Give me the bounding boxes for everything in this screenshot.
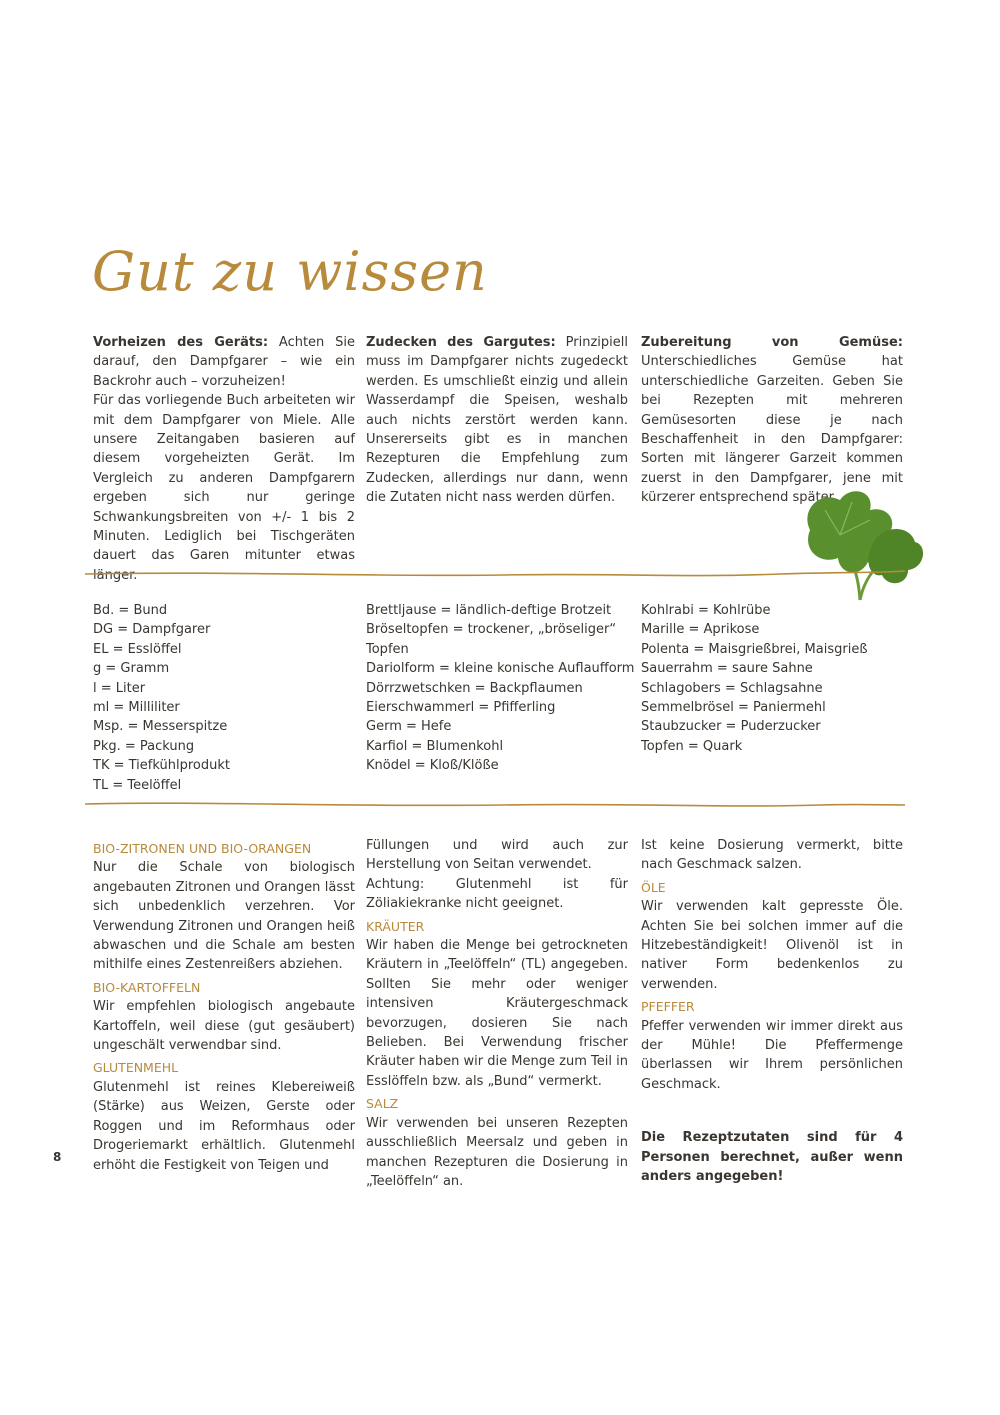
info-column [93, 836, 355, 1175]
list-item: Staubzucker = Puderzucker [641, 719, 821, 735]
list-item: EL = Esslöffel [93, 641, 182, 657]
glossary-list [641, 601, 903, 756]
list-item: Topfen = Quark [641, 738, 743, 754]
tip-heading: Vorheizen des Geräts: [93, 335, 269, 350]
list-item: Sauerrahm = saure Sahne [641, 661, 813, 677]
list-item: Semmelbrösel = Paniermehl [641, 700, 826, 716]
list-item: Eierschwammerl = Pfifferling [366, 700, 556, 716]
tip-heading: Zubereitung von Gemüse: [641, 335, 903, 350]
list-item: l = Liter [93, 680, 146, 696]
section-text: Wir haben die Menge bei getrockneten Kräutern in „Teelöffeln“ (TL) angegeben. Sollten Sie mehr oder weniger intensiven Kräutergeschmack bevorzugen, dosieren Sie nach Belieben. Bei Verwendung frischer Kräuter haben wir die Menge zum Teil in Esslöffeln bzw. als „Bund“ vermerkt. [366, 938, 628, 1089]
section-text: Glutenmehl ist reines Klebereiweiß (Stärke) aus Weizen, Gerste oder Roggen und im Reformhaus oder Drogeriemarkt erhältlich. Glutenmehl erhöht die Festigkeit von Teigen und [93, 1079, 355, 1173]
list-item: Dörrzwetschken = Backpflaumen [366, 680, 583, 696]
divider-line [80, 796, 910, 816]
info-column [641, 836, 903, 1187]
list-item: Kohlrabi = Kohlrübe [641, 603, 771, 618]
list-item: Msp. = Messerspitze [93, 719, 228, 735]
list-item: Schlagobers = Schlagsahne [641, 680, 823, 696]
list-item: Bd. = Bund [93, 603, 168, 618]
section-text: Wir verwenden bei unseren Rezepten ausschließlich Meersalz und geben in manchen Rezepturen die Dosierung in „Teelöffeln“ an. [366, 1115, 628, 1189]
section-text: Pfeffer verwenden wir immer direkt aus der Mühle! Die Pfeffermenge überlassen wir Ihrem persönlichen Geschmack. [641, 1018, 903, 1092]
abbreviation-list [93, 601, 355, 795]
section-text: Füllungen und wird auch zur Herstellung von Seitan verwendet. [366, 838, 628, 873]
list-item: Bröseltopfen = trockener, „bröseliger“ [366, 622, 617, 638]
list-item: Dariolform = kleine konische Auflaufform [366, 661, 635, 677]
serving-note: Die Rezeptzutaten sind für 4 Personen berechnet, außer wenn anders angegeben! [641, 1130, 903, 1185]
page-number: 8 [53, 1150, 62, 1164]
section-heading: PFEFFER [641, 999, 695, 1015]
tip-preheat [93, 333, 355, 585]
list-item: DG = Dampfgarer [93, 622, 211, 638]
parsley-leaf-icon [790, 480, 930, 610]
list-item: TK = Tiefkühlprodukt [93, 758, 230, 774]
section-text: Wir verwenden kalt gepresste Öle. Achten Sie bei solchen immer auf die Hitzebeständigkeit! Olivenöl ist in nativer Form bedenkenlos zu verwenden. [641, 899, 903, 992]
tip-heading: Zudecken des Gargutes: [366, 335, 556, 350]
list-item: Pkg. = Packung [93, 738, 195, 754]
info-column [366, 836, 628, 1191]
list-item: Marille = Aprikose [641, 622, 760, 638]
divider-line [80, 565, 910, 585]
list-item: Topfen [366, 641, 409, 657]
section-text: Nur die Schale von biologisch angebauten Zitronen und Orangen lässt sich unbedenklich verzehren. Vor Verwendung Zitronen und Orangen heiß abwaschen und die Schale am besten mithilfe eines Zestenreißers abziehen. [93, 860, 355, 973]
tip-text: Für das vorliegende Buch arbeiteten wir mit dem Dampfgarer von Miele. Alle unsere Zeitangaben basieren auf diesem vorgeheizten Gerät. Im Vergleich zu anderen Dampfgarern ergeben sich nur geringe Schwankungsbreiten von +/- 1 bis 2 Minuten. Lediglich bei Tischgeräten dauert das Garen mitunter etwas länger. [93, 393, 355, 583]
section-heading: SALZ [366, 1096, 399, 1112]
glossary-list [366, 601, 635, 776]
section-text: Ist keine Dosierung vermerkt, bitte nach Geschmack salzen. [641, 838, 903, 873]
list-item: ml = Milliliter [93, 700, 180, 716]
list-item: Polenta = Maisgrießbrei, Maisgrieß [641, 641, 868, 657]
list-item: Karfiol = Blumenkohl [366, 738, 504, 754]
section-heading: BIO-ZITRONEN UND BIO-ORANGEN [93, 841, 312, 856]
section-heading: KRÄUTER [366, 918, 425, 934]
list-item: Germ = Hefe [366, 719, 452, 735]
list-item: Knödel = Kloß/Klöße [366, 758, 499, 774]
page-title: Gut zu wissen [92, 240, 488, 303]
section-text: Wir empfehlen biologisch angebaute Kartoffeln, weil diese (gut gesäubert) ungeschält verwendbar sind. [93, 999, 355, 1054]
section-heading: BIO-KARTOFFELN [93, 979, 201, 995]
tip-text: Unterschiedliches Gemüse hat unterschiedliche Garzeiten. Geben Sie bei Rezepten mit mehreren Gemüsesorten diese je nach Beschaffenheit in den Dampfgarer: Sorten mit längerer Garzeit kommen zuerst in den Dampfgarer, jene mit kürzerer entsprechend später. [641, 354, 903, 506]
list-item: Brettljause = ländlich-deftige Brotzeit [366, 603, 612, 618]
section-heading: GLUTENMEHL [93, 1060, 179, 1076]
section-text: Achtung: Glutenmehl ist für Zöliakiekranke nicht geeignet. [366, 876, 628, 912]
tip-text: Achten Sie darauf, den Dampfgarer – wie ein Backrohr auch – vorzuheizen! [93, 335, 356, 389]
section-heading: ÖLE [641, 879, 666, 895]
tip-cover [366, 333, 628, 508]
list-item: g = Gramm [93, 661, 170, 677]
tip-text: Prinzipiell muss im Dampfgarer nichts zugedeckt werden. Es umschließt einzig und allein Wasserdampf die Speisen, weshalb auch nichts zerstört werden kann. Unsererseits gibt es in manchen Rezepturen die Empfehlung zum Zudecken, allerdings nur dann, wenn die Zutaten nicht nass werden dürfen. [366, 335, 628, 506]
list-item: TL = Teelöffel [93, 777, 182, 793]
